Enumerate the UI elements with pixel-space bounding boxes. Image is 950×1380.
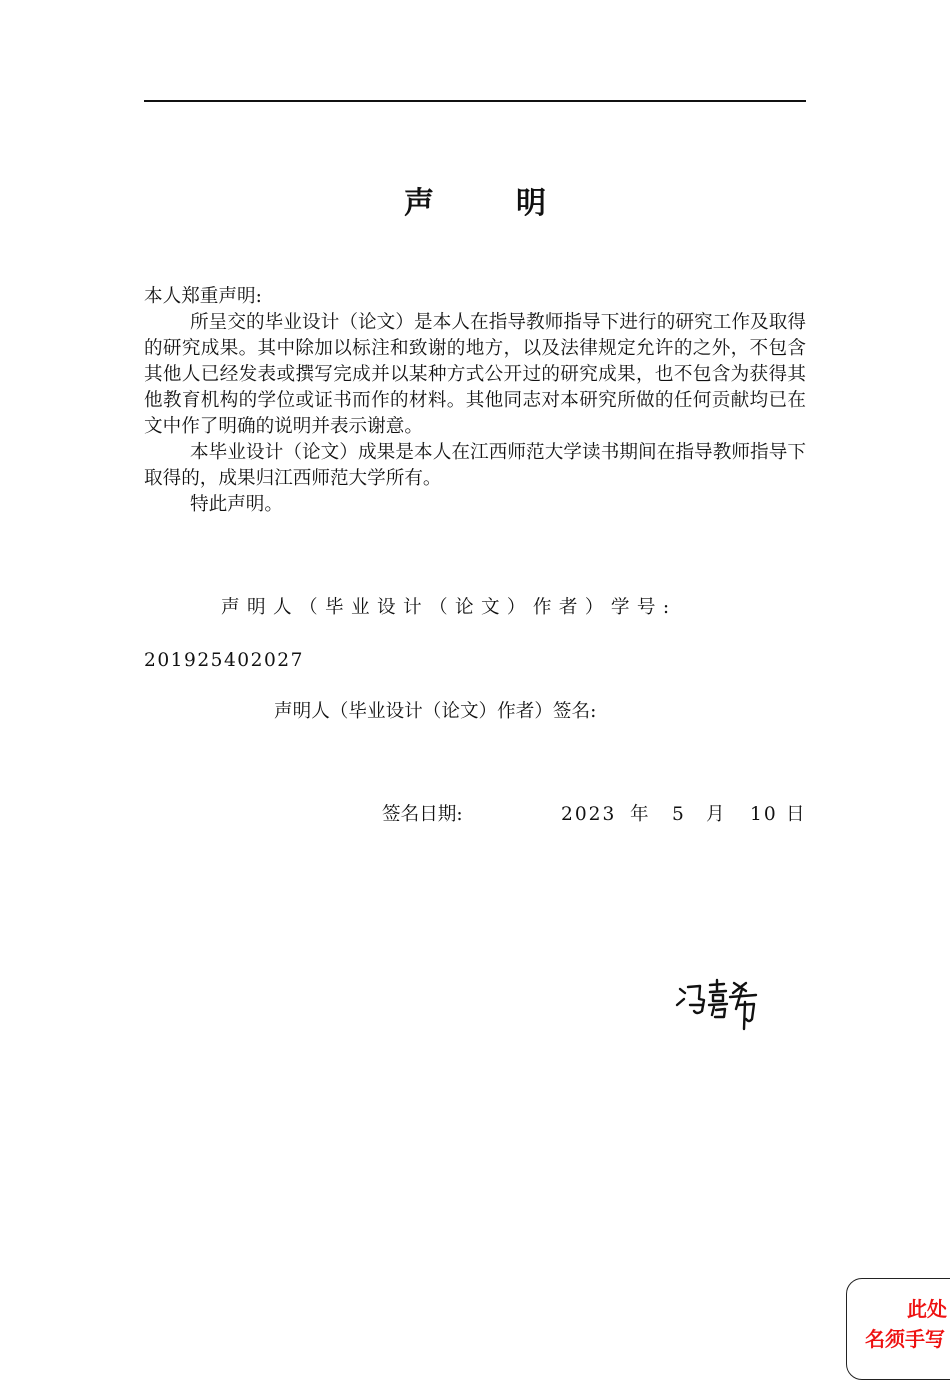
declaration-body	[144, 284, 806, 518]
handwritten-signature	[670, 975, 766, 1035]
reminder-note-line1: 此处	[907, 1297, 947, 1321]
declaration-paragraph-3: 特此声明。	[190, 494, 283, 515]
sign-date-row	[382, 801, 806, 829]
sign-date-month: 5	[672, 804, 684, 825]
reminder-note-line2: 名须手写	[865, 1327, 945, 1351]
declaration-paragraph-1: 所呈交的毕业设计（论文）是本人在指导教师指导下进行的研究工作及取得的研究成果。其中除加以标注和致谢的地方，以及法律规定允许的之外，不包含其他人已经发表或撰写完成并以某种方式公开过的研究成果，也不包含为获得其他教育机构的学位或证书而作的材料。其他同志对本研究所做的任何贡献均已在文中作了明确的说明并表示谢意。	[144, 312, 806, 437]
student-id-label: 声明人（毕业设计（论文）作者）学号:	[221, 597, 677, 618]
sign-date-year: 2023	[561, 804, 617, 825]
signature-label: 声明人（毕业设计（论文）作者）签名:	[274, 701, 597, 722]
sign-date-month-unit: 月	[706, 804, 725, 825]
student-id-value: 201925402027	[144, 650, 304, 671]
sign-date-day-unit: 日	[786, 804, 805, 825]
sign-date-day: 10	[750, 804, 778, 825]
header-rule	[144, 100, 806, 102]
page-title: 声明	[404, 186, 628, 221]
sign-date-label: 签名日期:	[382, 804, 463, 825]
declaration-paragraph-2: 本毕业设计（论文）成果是本人在江西师范大学读书期间在指导教师指导下取得的，成果归江西师范大学所有。	[144, 442, 806, 489]
handwriting-reminder-note	[846, 1278, 950, 1380]
declaration-intro: 本人郑重声明:	[144, 286, 262, 307]
sign-date-year-unit: 年	[630, 804, 649, 825]
